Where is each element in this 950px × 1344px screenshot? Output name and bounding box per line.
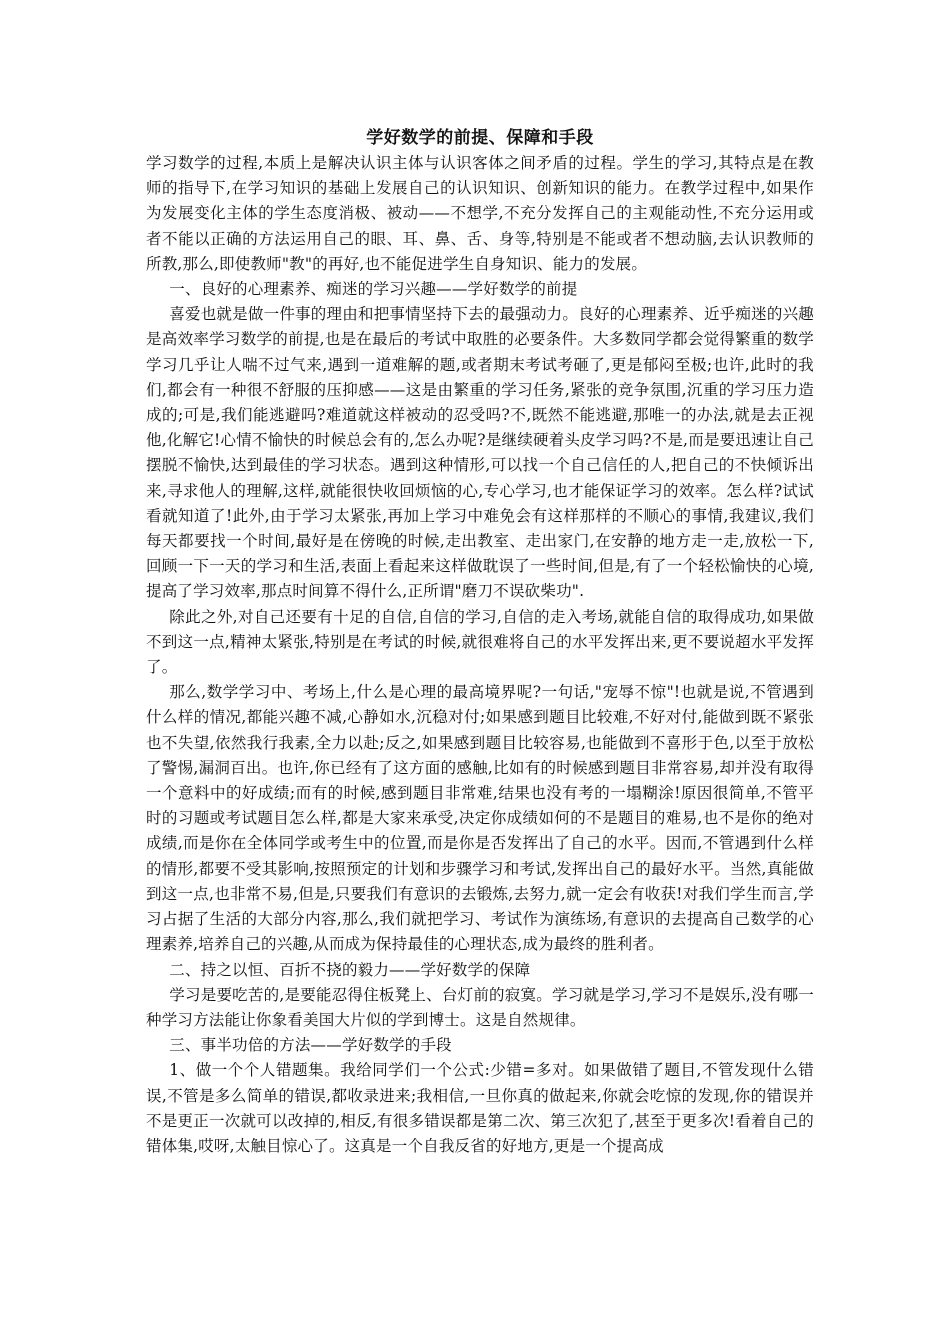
section-heading-1: 一、良好的心理素养、痴迷的学习兴趣——学好数学的前提 xyxy=(169,280,578,299)
body-paragraph: 学习是要吃苦的,是要能忍得住板凳上、台灯前的寂寞。学习就是学习,学习不是娱乐,没有哪一种学习方法能让你象看美国大片似的学到博士。这是自然规律。 xyxy=(146,985,814,1029)
body-paragraph: 喜爱也就是做一件事的理由和把事情坚持下去的最强动力。良好的心理素养、近乎痴迷的兴趣是高效率学习数学的前提,也是在最后的考试中取胜的必要条件。大多数同学都会觉得繁重的数学学习几乎让人喘不过气来,遇到一道难解的题,或者期末考试考砸了,更是郁闷至极;也许,此时的我们,都会有一种很不舒服的压抑感——这是由繁重的学习任务,紧张的竞争氛围,沉重的学习压力造成的;可是,我们能逃避吗?难道就这样被动的忍受吗?不,既然不能逃避,那唯一的办法,就是去正视他,化解它!心情不愉快的时候总会有的,怎么办呢?是继续硬着头皮学习吗?不是,而是要迅速让自己摆脱不愉快,达到最佳的学习状态。遇到这种情形,可以找一个自己信任的人,把自己的不快倾诉出来,寻求他人的理解,这样,就能很快收回烦恼的心,专心学习,也才能保证学习的效率。怎么样?试试看就知道了!此外,由于学习太紧张,再加上学习中难免会有这样那样的不顺心的事情,我建议,我们每天都要找一个时间,最好是在傍晚的时候,走出教室、走出家门,在安静的地方走一走,放松一下,回顾一下一天的学习和生活,表面上看起来这样做耽误了一些时间,但是,有了一个轻松愉快的心境,提高了学习效率,那点时间算不得什么,正所谓"磨刀不误砍柴功". xyxy=(146,305,814,601)
document-page xyxy=(146,125,814,1159)
body-paragraph: 1、做一个个人错题集。我给同学们一个公式:少错=多对。如果做错了题目,不管发现什么错误,不管是多么简单的错误,都收录进来;我相信,一旦你真的做起来,你就会吃惊的发现,你的错误并不是更正一次就可以改掉的,相反,有很多错误都是第二次、第三次犯了,甚至于更多次!看着自己的错体集,哎呀,太触目惊心了。这真是一个自我反省的好地方,更是一个提高成 xyxy=(146,1061,814,1155)
section-heading-3: 三、事半功倍的方法——学好数学的手段 xyxy=(169,1036,452,1055)
document-title: 学好数学的前提、保障和手段 xyxy=(366,128,594,148)
section-heading-2: 二、持之以恒、百折不挠的毅力——学好数学的保障 xyxy=(169,960,531,979)
body-paragraph: 除此之外,对自己还要有十足的自信,自信的学习,自信的走入考场,就能自信的取得成功,如果做不到这一点,精神太紧张,特别是在考试的时候,就很难将自己的水平发挥出来,更不要说超水平发挥了。 xyxy=(146,607,814,677)
body-paragraph: 那么,数学学习中、考场上,什么是心理的最高境界呢?一句话,"宠辱不惊"!也就是说,不管遇到什么样的情况,都能兴趣不减,心静如水,沉稳对付;如果感到题目比较难,不好对付,能做到既不紧张也不失望,依然我行我素,全力以赴;反之,如果感到题目比较容易,也能做到不喜形于色,以至于放松了警惕,漏洞百出。也许,你已经有了这方面的感触,比如有的时候感到题目非常容易,却并没有取得一个意料中的好成绩;而有的时候,感到题目非常难,结果也没有考的一塌糊涂!原因很简单,不管平时的习题或考试题目怎么样,都是大家来承受,决定你成绩如何的不是题目的难易,也不是你的绝对成绩,而是你在全体同学或考生中的位置,而是你是否发挥出了自己的水平。因而,不管遇到什么样的情形,都要不受其影响,按照预定的计划和步骤学习和考试,发挥出自己的最好水平。当然,真能做到这一点,也非常不易,但是,只要我们有意识的去锻炼,去努力,就一定会有收获!对我们学生而言,学习占据了生活的大部分内容,那么,我们就把学习、考试作为演练场,有意识的去提高自己数学的心理素养,培养自己的兴趣,从而成为保持最佳的心理状态,成为最终的胜利者。 xyxy=(146,683,814,954)
intro-paragraph: 学习数学的过程,本质上是解决认识主体与认识客体之间矛盾的过程。学生的学习,其特点是在教师的指导下,在学习知识的基础上发展自己的认识知识、创新知识的能力。在教学过程中,如果作为发展变化主体的学生态度消极、被动——不想学,不充分发挥自己的主观能动性,不充分运用或者不能以正确的方法运用自己的眼、耳、鼻、舌、身等,特别是不能或者不想动脑,去认识教师的所教,那么,即使教师"教"的再好,也不能促进学生自身知识、能力的发展。 xyxy=(146,154,814,273)
